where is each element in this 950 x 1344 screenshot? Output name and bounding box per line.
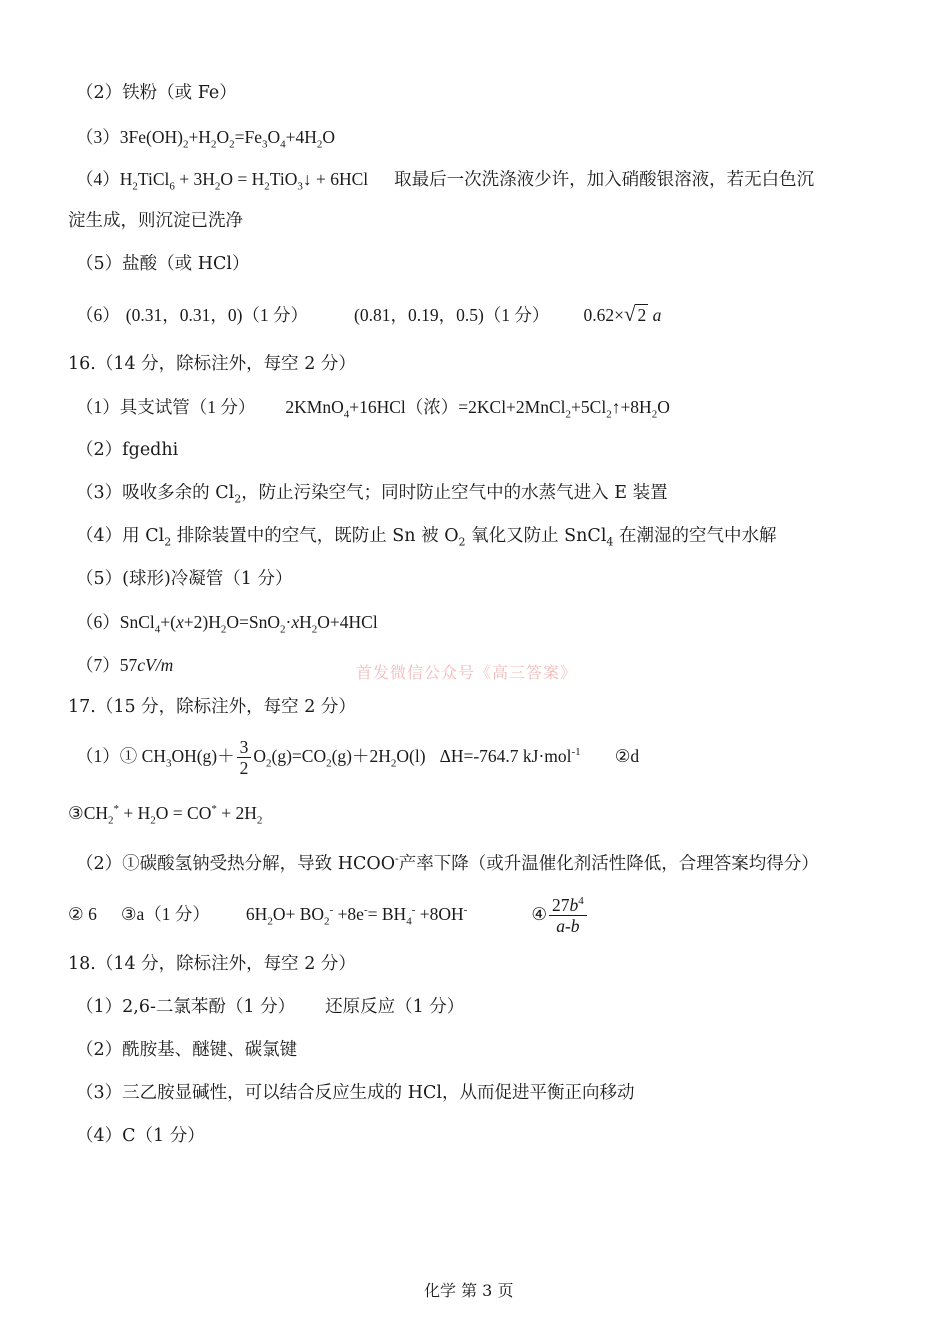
answer-17-2-1: （2）①碳酸氢钠受热分解，导致 HCOO-产率下降（或升温催化剂活性降低，合理答案均得分） [76,852,819,874]
answer-18-4: （4）C（1 分） [76,1126,205,1146]
answer-16-2: （2）fgedhi [76,440,179,460]
answer-16-7: （7）57cV/m [76,655,174,675]
answer-16-5: （5）(球形)冷凝管（1 分） [76,569,293,589]
answer-18-3: （3）三乙胺显碱性，可以结合反应生成的 HCl，从而促进平衡正向移动 [76,1083,635,1103]
fraction-27b4: $\frac{27b^4}{a-b}$ [549,895,587,936]
answer-16-3: （3）吸收多余的 $Cl_2$，防止污染空气；同时防止空气中的水蒸气进入 E 装置 [76,483,668,506]
answer-18-1: （1）2,6-二氯苯酚（1 分） 还原反应（1 分） [76,997,465,1017]
fraction-three-halves: $\frac{3}{2}$ [237,737,252,778]
answer-17-2-rest: ② 6 ③a（1 分） $6H_2O+ BO_2^- +8e^-= BH_4^- +8OH^-$ ④ $\frac{27b^4}{a-b}$ [68,890,589,938]
answer-15-6: （6） (0.31，0.31，0)（1 分） (0.81，0.19，0.5)（1 分） 0.62×√ 2 a [76,302,662,326]
answer-15-4-continued: 淀生成，则沉淀已洗净 [68,211,243,231]
answer-15-2: （2）铁粉（或 Fe） [76,83,237,103]
answer-18-2: （2）酰胺基、醚键、碳氯键 [76,1040,298,1060]
answer-16-6: $(6)SnCl_4+(x+2)H_2O=SnO_2\cdot xH_2O+4HCl$ [76,612,378,636]
watermark: 首发微信公众号《高三答案》 [356,663,578,682]
answer-16-1: （1）具支试管（1 分） 2KMnO$_4$+16HCl（浓）$=2KCl+2MnCl_2+5Cl_2↑+8H_2O$ [76,397,670,421]
sqrt-symbol: √ 2 [623,302,647,326]
question-17-heading: 17.（15 分，除标注外，每空 2 分） [68,697,356,717]
answer-17-1: （1）① $CH_3OH(g)+$ $\frac{3}{2}$ $O_2(g)=CO_2(g)+2H_2O(l)$ ΔH=-764.7 kJ·mol$^{-1}$ ②d [76,737,640,779]
question-16-heading: 16.（14 分，除标注外，每空 2 分） [68,354,356,374]
page-footer: 化学 第 3 页 [424,1281,514,1300]
answer-16-4: （4）用 $Cl_2$ 排除装置中的空气，既防止 Sn 被 $O_2$ 氧化又防止 SnCl$_4$ 在潮湿的空气中水解 [76,526,777,549]
answer-15-5: （5）盐酸（或 HCl） [76,254,250,274]
answer-15-3: $(3)3Fe(OH)_2+H_2O_2=Fe_3O_4+4H_2O$ [76,127,336,151]
answer-15-4: $(4)H_2TiCl_6 + 3H_2O$ = $H_2TiO_3↓ + 6HCl$ 取最后一次洗涤液少许，加入硝酸银溶液，若无白色沉 [76,169,815,193]
answer-17-1-3: $③CH_2^* + H_2O = CO^* + 2H_2$ [68,803,263,827]
question-18-heading: 18.（14 分，除标注外，每空 2 分） [68,954,356,974]
